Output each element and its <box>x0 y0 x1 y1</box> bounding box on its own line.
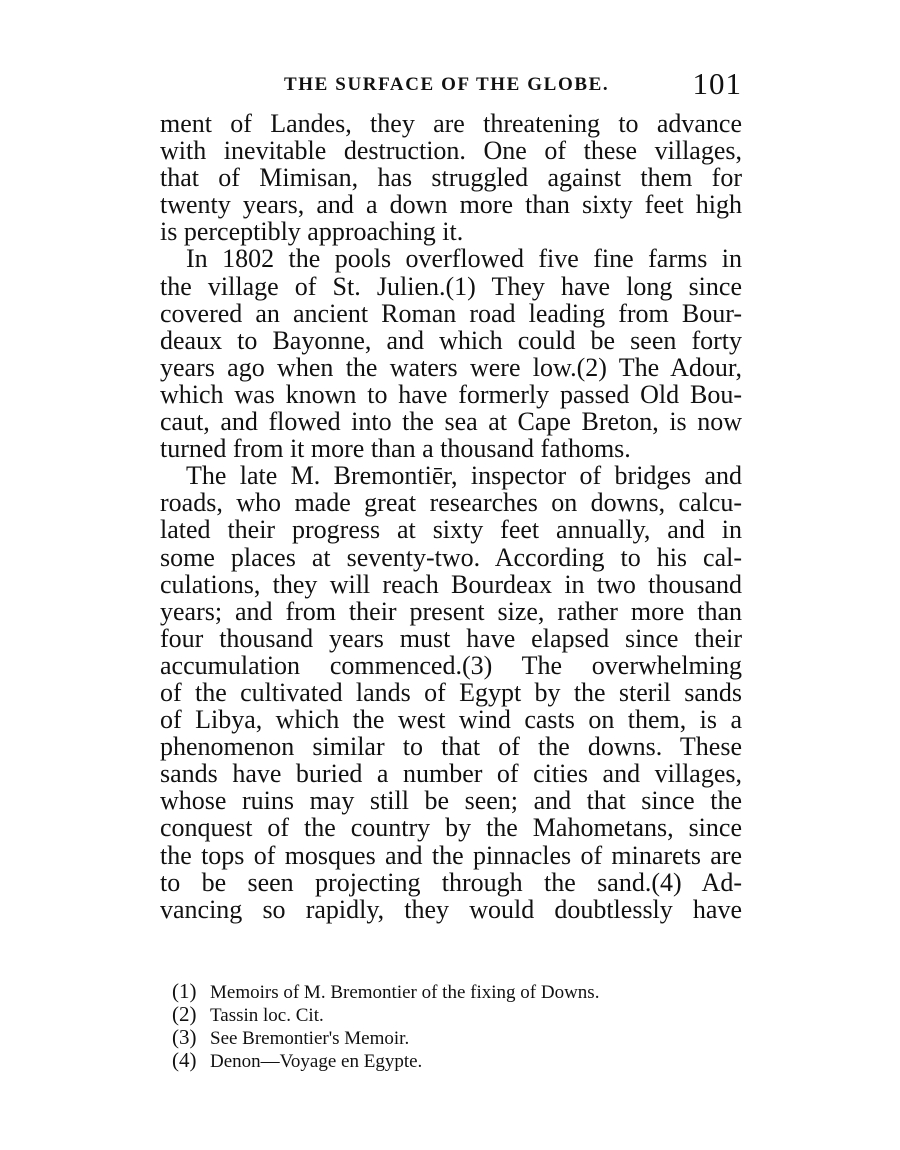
text-line: that of Mimisan, has struggled against them for <box>160 163 742 193</box>
footnote-text: See Bremontier's Memoir. <box>210 1028 410 1049</box>
footnote-mark: (2) <box>172 1002 197 1026</box>
text-line: the village of St. Julien.(1) They have long since <box>160 271 742 301</box>
text-line: is perceptibly approaching it. <box>160 217 464 247</box>
text-line: years ago when the waters were low.(2) The Adour, <box>160 352 742 382</box>
text-line: with inevitable destruction. One of these villages, <box>160 136 742 166</box>
text-line: lated their progress at sixty feet annually, and in <box>160 515 742 545</box>
text-line: of the cultivated lands of Egypt by the steril sands <box>160 677 742 707</box>
text-line: roads, who made great researches on downs, calcu- <box>160 488 742 518</box>
footnote <box>172 1026 732 1049</box>
running-title: THE SURFACE OF THE GLOBE. <box>284 74 610 95</box>
footnote-text: Tassin loc. Cit. <box>210 1005 324 1026</box>
text-line: The late M. Bremontiēr, inspector of bridges and <box>186 461 742 491</box>
text-line: four thousand years must have elapsed since their <box>160 623 742 653</box>
footnote <box>172 1049 732 1072</box>
text-line: which was known to have formerly passed Old Bou- <box>160 379 742 409</box>
text-line: culations, they will reach Bourdeax in two thousand <box>160 569 742 599</box>
text-line: vancing so rapidly, they would doubtlessly have <box>160 894 742 924</box>
footnote <box>172 1003 732 1026</box>
page-number: 101 <box>692 66 742 101</box>
text-line: phenomenon similar to that of the downs. These <box>160 732 742 762</box>
footnote <box>172 980 732 1003</box>
running-head <box>160 66 742 106</box>
text-line: some places at seventy-two. According to his cal- <box>160 542 742 572</box>
footnote-mark: (4) <box>172 1048 197 1072</box>
text-line: covered an ancient Roman road leading from Bour- <box>160 298 742 328</box>
text-line: accumulation commenced.(3) The overwhelming <box>160 650 742 680</box>
text-line: turned from it more than a thousand fathoms. <box>160 434 631 464</box>
footnotes <box>172 980 732 1072</box>
text-line: years; and from their present size, rather more than <box>160 596 742 626</box>
text-line: twenty years, and a down more than sixty feet high <box>160 190 742 220</box>
text-line: sands have buried a number of cities and villages, <box>160 759 742 789</box>
footnote-mark: (3) <box>172 1025 197 1049</box>
text-line: to be seen projecting through the sand.(4) Ad- <box>160 867 742 897</box>
text-line: caut, and flowed into the sea at Cape Breton, is now <box>160 407 742 437</box>
footnote-mark: (1) <box>172 979 197 1003</box>
text-line: whose ruins may still be seen; and that since the <box>160 786 742 816</box>
text-line: the tops of mosques and the pinnacles of minarets are <box>160 840 742 870</box>
text-line: In 1802 the pools overflowed five fine farms in <box>186 244 742 274</box>
footnote-text: Memoirs of M. Bremontier of the fixing of Downs. <box>210 982 600 1003</box>
body-text <box>160 110 742 923</box>
text-line: conquest of the country by the Mahometans, since <box>160 813 742 843</box>
footnote-text: Denon—Voyage en Egypte. <box>210 1051 423 1072</box>
text-line: deaux to Bayonne, and which could be seen forty <box>160 325 742 355</box>
text-line: ment of Landes, they are threatening to advance <box>160 109 742 138</box>
text-line: of Libya, which the west wind casts on them, is a <box>160 705 742 735</box>
